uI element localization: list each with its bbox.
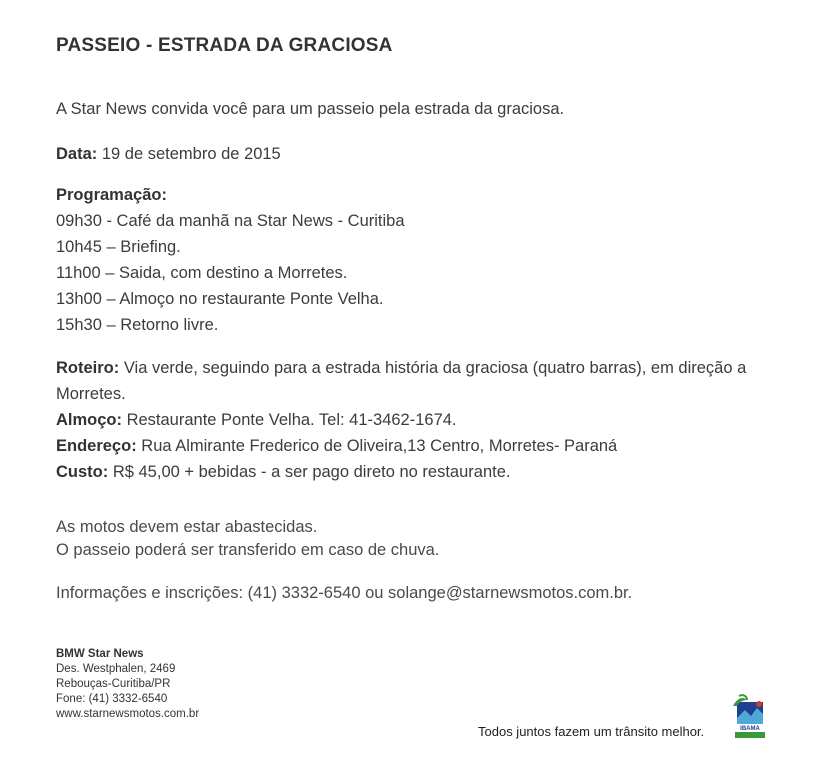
schedule-item: 11h00 – Saida, com destino a Morretes. (56, 264, 348, 282)
schedule-label: Programação: (56, 186, 167, 204)
footer-contact (56, 647, 199, 722)
route-line (56, 355, 796, 407)
schedule-item: 10h45 – Briefing. (56, 238, 181, 256)
contact-info: Informações e inscrições: (41) 3332-6540 ou solange@starnewsmotos.com.br. (56, 584, 633, 602)
page-title: PASSEIO - ESTRADA DA GRACIOSA (56, 35, 393, 56)
cost-label: Custo: (56, 463, 109, 481)
date-value: 19 de setembro de 2015 (97, 145, 281, 163)
address-value: Rua Almirante Frederico de Oliveira,13 Centro, Morretes- Paraná (136, 437, 618, 455)
address-line (56, 433, 796, 459)
address-label: Endereço: (56, 437, 137, 455)
schedule-item: 15h30 – Retorno livre. (56, 316, 219, 334)
note-rain: O passeio poderá ser transferido em caso de chuva. (56, 541, 440, 559)
details-block (56, 355, 796, 485)
footer-address2: Rebouças-Curitiba/PR (56, 678, 171, 690)
notes (56, 516, 439, 562)
intro-text: A Star News convida você para um passeio pela estrada da graciosa. (56, 100, 565, 118)
cost-value: R$ 45,00 + bebidas - a ser pago direto no restaurante. (108, 463, 511, 481)
footer-address1: Des. Westphalen, 2469 (56, 663, 176, 675)
schedule (56, 182, 405, 338)
schedule-item: 09h30 - Café da manhã na Star News - Curitiba (56, 212, 405, 230)
ibama-logo-icon (731, 692, 767, 740)
footer-phone: Fone: (41) 3332-6540 (56, 693, 168, 705)
footer-website[interactable]: www.starnewsmotos.com.br (56, 708, 200, 720)
lunch-line (56, 407, 796, 433)
note-fuel: As motos devem estar abastecidas. (56, 518, 318, 536)
route-value: Via verde, seguindo para a estrada história da graciosa (quatro barras), em direção a Morretes. (56, 359, 747, 403)
cost-line (56, 459, 796, 485)
footer-brand: BMW Star News (56, 648, 144, 660)
schedule-item: 13h00 – Almoço no restaurante Ponte Velha. (56, 290, 384, 308)
slogan: Todos juntos fazem um trânsito melhor. (478, 724, 705, 739)
logo-text: IBAMA (740, 726, 760, 732)
lunch-label: Almoço: (56, 411, 122, 429)
date-label: Data: (56, 145, 98, 163)
date-line (56, 141, 281, 167)
lunch-value: Restaurante Ponte Velha. Tel: 41-3462-1674. (122, 411, 457, 429)
route-label: Roteiro: (56, 359, 120, 377)
